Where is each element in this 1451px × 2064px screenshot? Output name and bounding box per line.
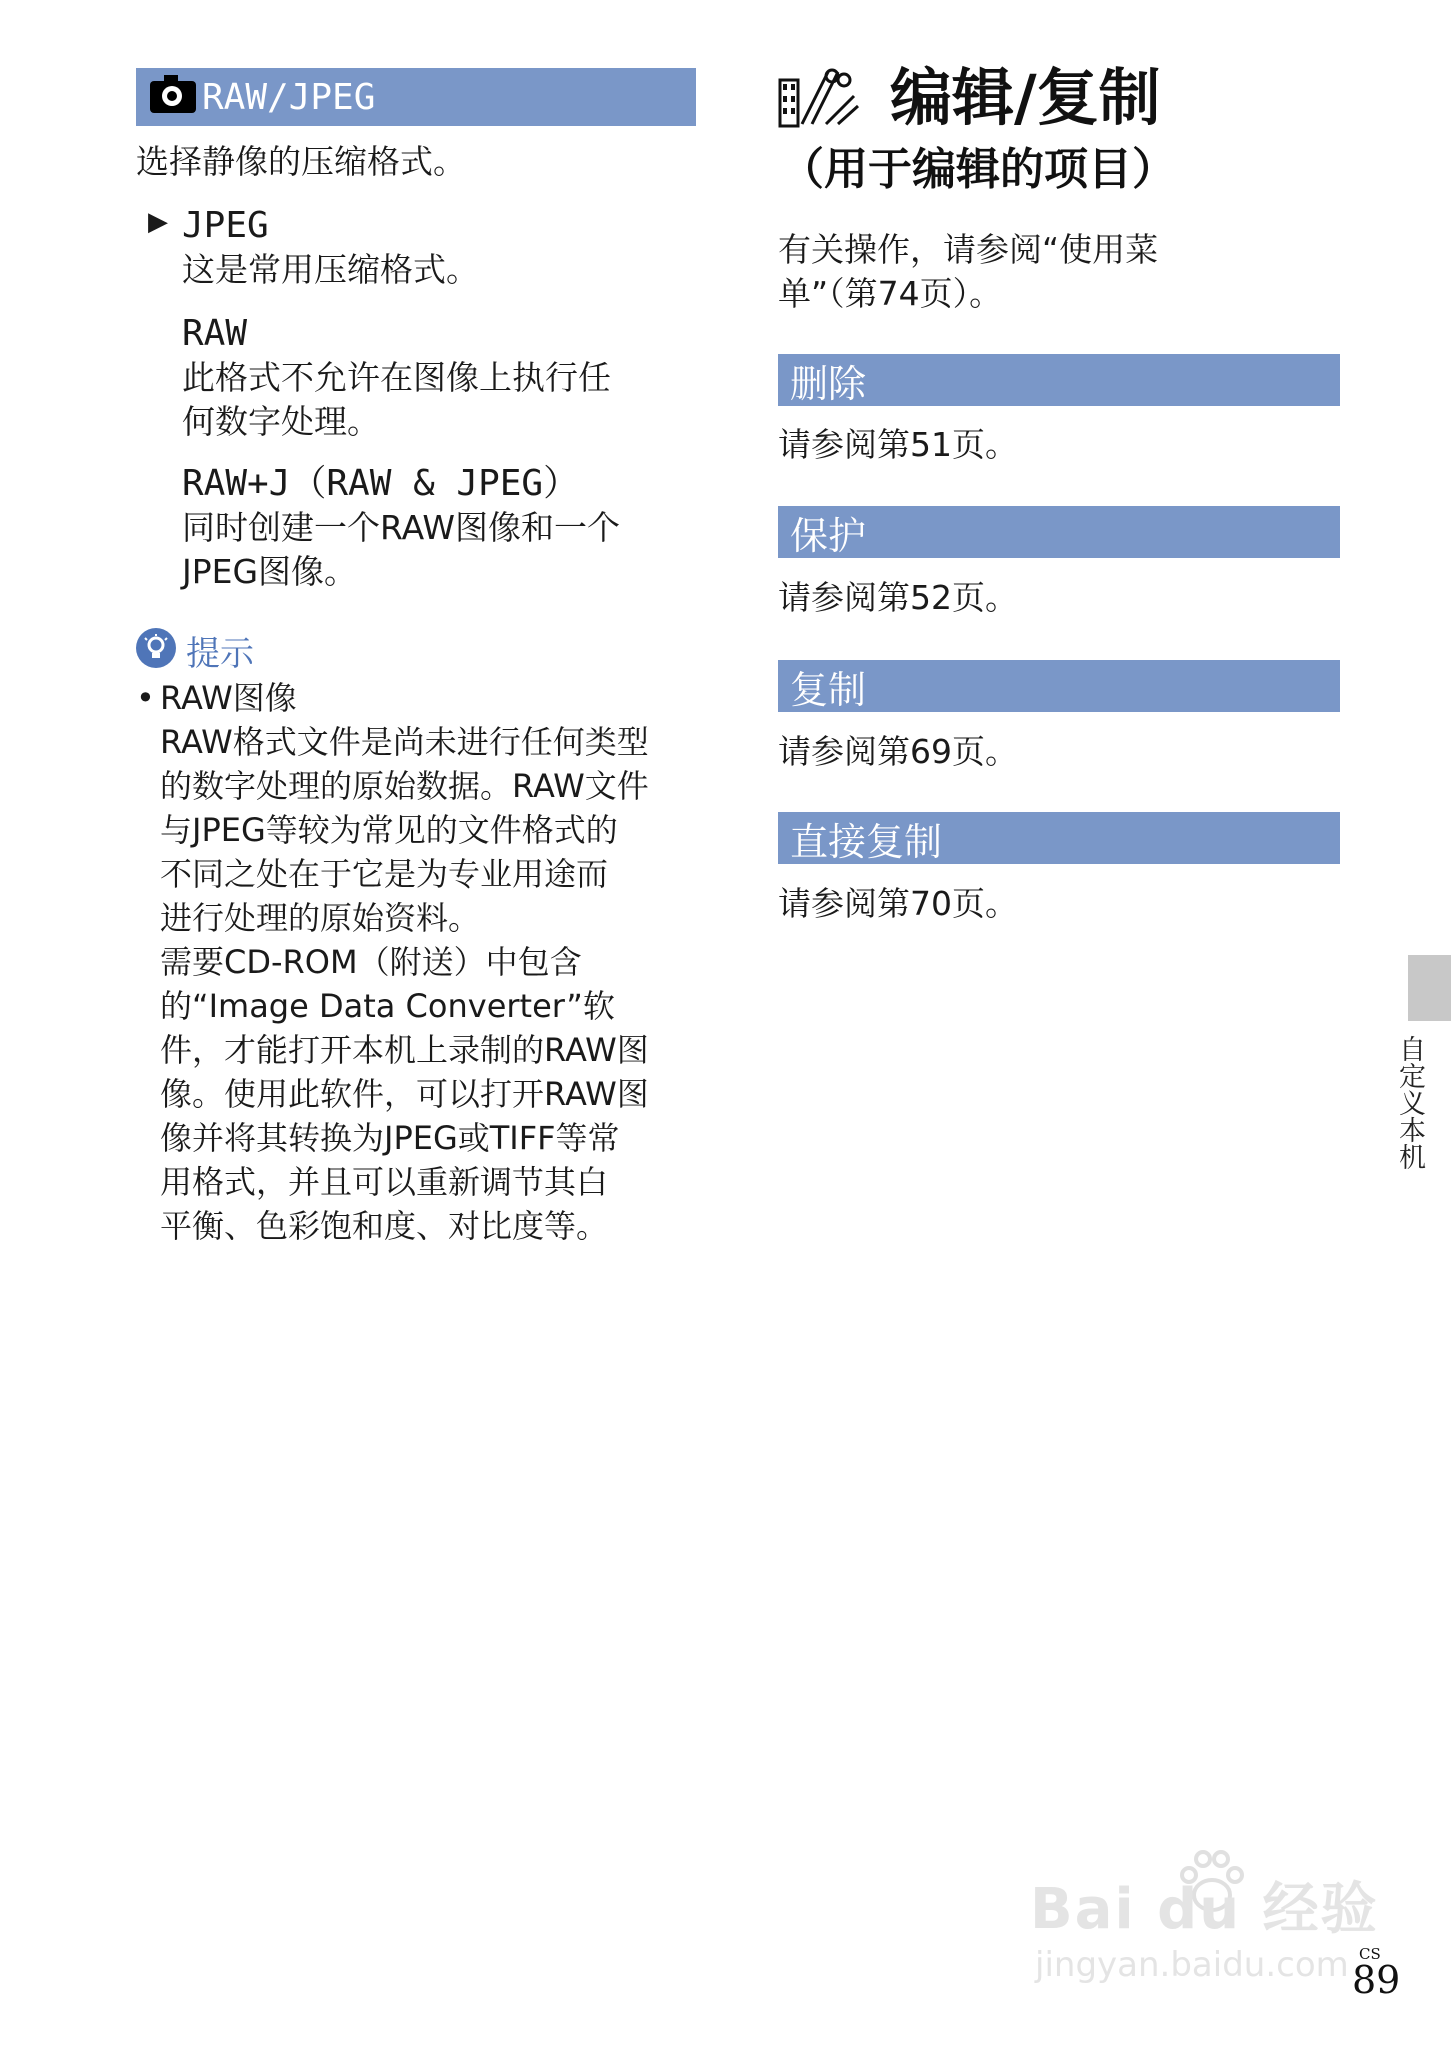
section-protect-header [778,506,1340,558]
hint-line: 像并将其转换为JPEG或TIFF等常 [160,1119,620,1157]
hint-line: 件，才能打开本机上录制的RAW图 [160,1031,649,1069]
hint-line: 像。使用此软件，可以打开RAW图 [160,1075,649,1113]
hint-line: 的“Image Data Converter”软 [160,987,615,1025]
page-language-code: CS [1359,1945,1381,1963]
selected-default-marker: ▶ [148,207,168,237]
hint-label: 提示 [186,634,254,674]
option-jpeg-title: JPEG [182,205,269,246]
hint-line: 进行处理的原始资料。 [160,899,481,937]
section-copy-header [778,660,1340,712]
hint-line: 用格式，并且可以重新调节其白 [160,1163,609,1201]
hint-bullet: • [136,679,155,717]
section-delete-header [778,354,1340,406]
section-title: 直接复制 [790,819,943,864]
side-tab-label: 自定义本机 [1394,1035,1425,1170]
page-number: 89 [1352,1958,1401,2002]
hint-line: 需要CD-ROM（附送）中包含 [160,943,582,981]
side-tab-marker [1408,955,1451,1021]
hint-body [160,720,649,1248]
hint-item-title: RAW图像 [160,679,297,717]
option-raw-desc-line: 此格式不允许在图像上执行任 [182,358,611,397]
watermark-text: Bai du 经验 [1030,1877,1379,1942]
section-copy-text: 请参阅第69页。 [778,732,1018,771]
section-protect-text: 请参阅第52页。 [778,578,1018,617]
hint-line: 不同之处在于它是为专业用途而 [160,855,609,893]
option-jpeg-desc: 这是常用压缩格式。 [182,250,479,289]
section-direct-copy-header [778,812,1340,864]
section-direct-copy-text: 请参阅第70页。 [778,884,1018,923]
hint-line: 平衡、色彩饱和度、对比度等。 [160,1207,609,1245]
option-rawj-desc-line: 同时创建一个RAW图像和一个 [182,508,620,547]
watermark-url: jingyan.baidu.com [1035,1945,1349,1985]
lightbulb-hint-icon [136,628,176,668]
page-title: 编辑/复制 [890,61,1161,134]
intro-line: 单”（第74页）。 [778,274,1003,313]
section-title: 保护 [790,513,867,558]
raw-jpeg-header [136,68,696,126]
option-raw-desc-line: 何数字处理。 [182,402,380,441]
option-rawj-desc-line: JPEG图像。 [182,552,358,591]
camera-icon [150,81,196,113]
intro-line: 有关操作，请参阅“使用菜 [778,230,1159,269]
option-raw-title: RAW [182,313,248,354]
section-delete-text: 请参阅第51页。 [778,425,1018,464]
option-jpeg [148,207,168,237]
section-title: 删除 [790,361,867,406]
hint-line: 与JPEG等较为常见的文件格式的 [160,811,618,849]
option-rawj-title: RAW+J（RAW & JPEG） [182,463,580,504]
intro-text: 选择静像的压缩格式。 [136,142,466,181]
raw-jpeg-title: RAW/JPEG [202,76,376,118]
section-title: 复制 [790,667,867,712]
page-subtitle: （用于编辑的项目） [780,144,1176,195]
hint-line: RAW格式文件是尚未进行任何类型 [160,723,649,761]
hint-line: 的数字处理的原始数据。RAW文件 [160,767,649,805]
edit-copy-icon [778,66,860,132]
